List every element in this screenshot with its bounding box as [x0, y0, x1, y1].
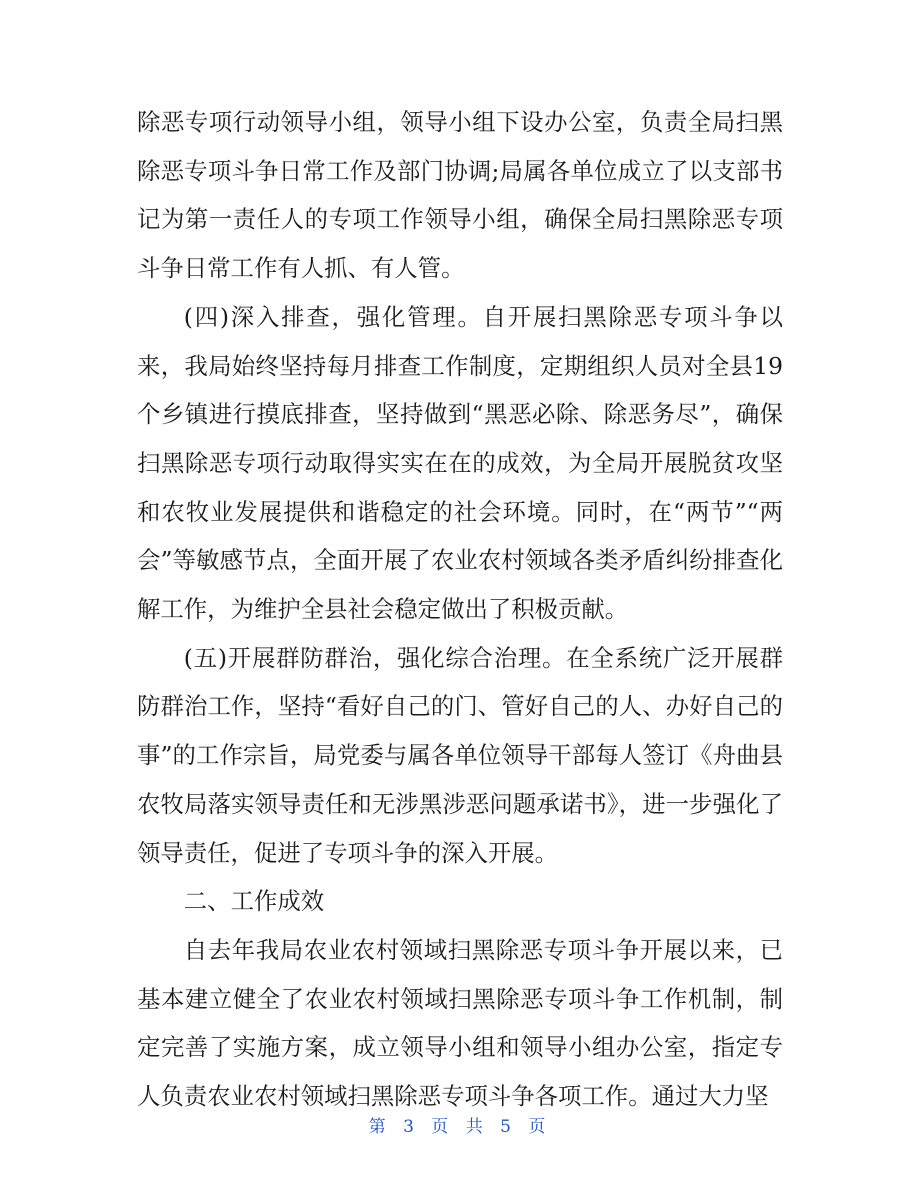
paragraph-section-five: (五)开展群防群治，强化综合治理。在全系统广泛开展群防群治工作，坚持“看好自己的门、管好自己的人、办好自己的事”的工作宗旨，局党委与属各单位领导干部每人签订《舟曲县农牧局落实领导责任和无涉黑涉恶问题承诺书》，进一步强化了领导责任，促进了专项斗争的深入开展。 [137, 643, 783, 867]
section-heading-results: 二、工作成效 [183, 887, 325, 916]
paragraph-results: 自去年我局农业农村领域扫黑除恶专项斗争开展以来，已基本建立健全了农业农村领域扫黑除恶专项斗争工作机制，制定完善了实施方案，成立领导小组和领导小组办公室，指定专人负责农业农村领域扫黑除恶专项斗争各项工作。通过大力坚 [137, 935, 783, 1111]
document-body [137, 98, 783, 1121]
paragraph-section-four: (四)深入排查，强化管理。自开展扫黑除恶专项斗争以来，我局始终坚持每月排查工作制度，定期组织人员对全县19个乡镇进行摸底排查，坚持做到“黑恶必除、除恶务尽”，确保扫黑除恶专项行动取得实实在在的成效，为全局开展脱贫攻坚和农牧业发展提供和谐稳定的社会环境。同时，在“两节”“两会”等敏感节点，全面开展了农业农村领域各类矛盾纠纷排查化解工作，为维护全县社会稳定做出了积极贡献。 [137, 302, 783, 624]
page-number-footer: 第 3 页 共 5 页 [368, 1117, 552, 1137]
paragraph-continuation: 除恶专项行动领导小组，领导小组下设办公室，负责全局扫黑除恶专项斗争日常工作及部门协调;局属各单位成立了以支部书记为第一责任人的专项工作领导小组，确保全局扫黑除恶专项斗争日常工作有人抓、有人管。 [137, 108, 783, 283]
